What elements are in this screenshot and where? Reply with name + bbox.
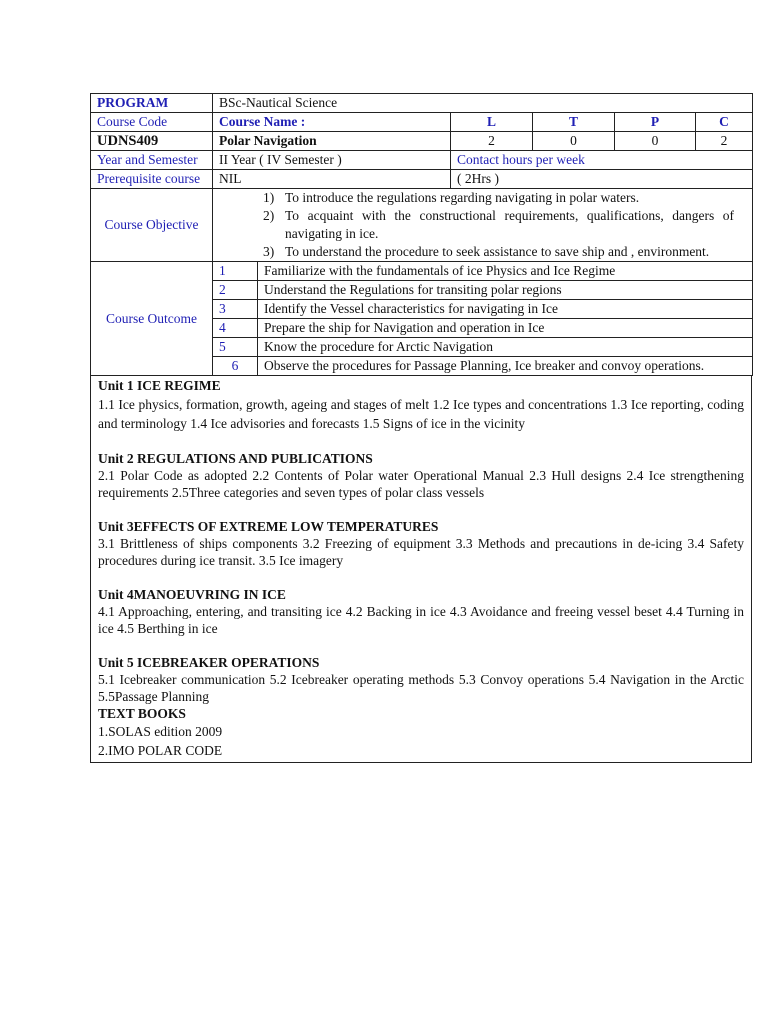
year-semester-value: II Year ( IV Semester ): [213, 151, 451, 170]
course-name-value: Polar Navigation: [213, 132, 451, 151]
unit-body: 2.1 Polar Code as adopted 2.2 Contents of Polar water Operational Manual 2.3 Hull designs 2.4 Ice strengthening requirements 2.5Three categories and seven types of polar class vessels: [98, 468, 744, 500]
textbooks-title: TEXT BOOKS: [98, 706, 186, 721]
unit-body: 1.1 Ice physics, formation, growth, ageing and stages of melt 1.2 Ice types and concentrations 1.3 Ice reporting, coding and terminology 1.4 Ice advisories and forecasts 1.5 Signs of ice in the vicinity: [98, 397, 744, 431]
course-info-table: [90, 93, 753, 376]
program-value: BSc-Nautical Science: [213, 94, 753, 113]
ltpc-value-p: 0: [615, 132, 696, 151]
course-name-label: Course Name :: [213, 113, 451, 132]
outcome-num: 2: [213, 281, 258, 300]
outcome-text: Familiarize with the fundamentals of ice Physics and Ice Regime: [258, 262, 753, 281]
unit-title: Unit 3EFFECTS OF EXTREME LOW TEMPERATURES: [98, 519, 439, 534]
course-code-value: UDNS409: [91, 132, 213, 151]
ltpc-value-t: 0: [533, 132, 615, 151]
unit-title: Unit 4MANOEUVRING IN ICE: [98, 587, 286, 602]
outcome-label: Course Outcome: [91, 262, 213, 376]
unit-title: Unit 2 REGULATIONS AND PUBLICATIONS: [98, 451, 373, 466]
ltpc-header-p: P: [615, 113, 696, 132]
objective-item: 3) To understand the procedure to seek assistance to save ship and , environment.: [263, 244, 710, 259]
unit-body: 5.1 Icebreaker communication 5.2 Icebreaker operating methods 5.3 Convoy operations 5.4 Navigation in the Arctic 5.5Passage Planning: [98, 672, 744, 704]
outcome-text: Understand the Regulations for transiting polar regions: [258, 281, 753, 300]
outcome-num: 6: [213, 357, 258, 376]
contact-hours-value: ( 2Hrs ): [451, 170, 753, 189]
contact-hours-label: Contact hours per week: [451, 151, 753, 170]
textbook-item: 2.IMO POLAR CODE: [98, 743, 223, 758]
outcome-num: 1: [213, 262, 258, 281]
unit-body: 4.1 Approaching, entering, and transiting ice 4.2 Backing in ice 4.3 Avoidance and freeing vessel beset 4.4 Turning in ice 4.5 Berthing in ice: [98, 604, 744, 636]
unit-title: Unit 1 ICE REGIME: [98, 378, 221, 393]
ltpc-header-l: L: [451, 113, 533, 132]
ltpc-value-l: 2: [451, 132, 533, 151]
outcome-num: 3: [213, 300, 258, 319]
course-code-label: Course Code: [91, 113, 213, 132]
objective-label: Course Objective: [91, 189, 213, 262]
outcome-text: Identify the Vessel characteristics for navigating in Ice: [258, 300, 753, 319]
unit-title: Unit 5 ICEBREAKER OPERATIONS: [98, 655, 320, 670]
syllabus-content: [90, 376, 752, 763]
ltpc-value-c: 2: [696, 132, 753, 151]
textbook-item: 1.SOLAS edition 2009: [98, 724, 223, 739]
outcome-text: Prepare the ship for Navigation and operation in Ice: [258, 319, 753, 338]
objective-item: 2) To acquaint with the constructional requirements, qualifications, dangers of navigating in ice.: [263, 208, 735, 241]
objective-list: [213, 189, 753, 262]
ltpc-header-c: C: [696, 113, 753, 132]
ltpc-header-t: T: [533, 113, 615, 132]
year-semester-label: Year and Semester: [91, 151, 213, 170]
unit-body: 3.1 Brittleness of ships components 3.2 Freezing of equipment 3.3 Methods and precautions in de-icing 3.4 Safety procedures during ice transit. 3.5 Ice imagery: [98, 536, 744, 568]
syllabus-sheet: [90, 93, 752, 763]
outcome-text: Observe the procedures for Passage Planning, Ice breaker and convoy operations.: [258, 357, 753, 376]
outcome-text: Know the procedure for Arctic Navigation: [258, 338, 753, 357]
prerequisite-label: Prerequisite course: [91, 170, 213, 189]
objective-item: 1) To introduce the regulations regarding navigating in polar waters.: [263, 190, 640, 205]
outcome-num: 5: [213, 338, 258, 357]
program-label: PROGRAM: [91, 94, 213, 113]
outcome-num: 4: [213, 319, 258, 338]
prerequisite-value: NIL: [213, 170, 451, 189]
